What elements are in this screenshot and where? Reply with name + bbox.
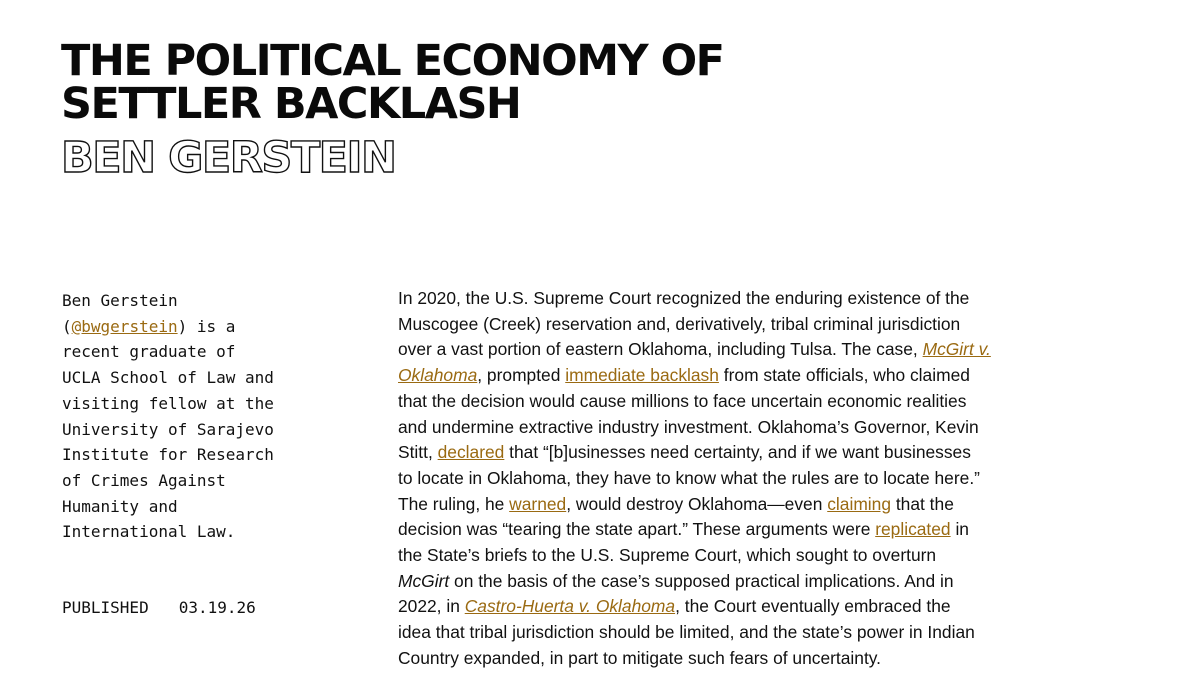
body-line: idea that tribal jurisdiction should be limited, and the state’s power in Indian [398, 622, 975, 643]
title-line-1: THE POLITICAL ECONOMY OF [61, 36, 724, 86]
body-text: , prompted [477, 365, 566, 386]
body-line: the State’s briefs to the U.S. Supreme Court, which sought to overturn [398, 545, 937, 566]
article-title [61, 36, 821, 129]
bio-text: ) is a [177, 316, 236, 336]
published-label: PUBLISHED [62, 598, 149, 617]
claiming-link[interactable]: claiming [827, 493, 892, 514]
bio-line [62, 314, 362, 340]
body-text: over a vast portion of eastern Oklahoma, including Tulsa. The case, [398, 339, 923, 360]
body-line: In 2020, the U.S. Supreme Court recognized the enduring existence of the [398, 288, 970, 308]
body-line [398, 517, 1008, 543]
bio-line: of Crimes Against [62, 470, 226, 490]
body-text: that the [891, 493, 954, 514]
author-bio [62, 288, 362, 545]
declared-link[interactable]: declared [437, 442, 505, 463]
body-line [398, 492, 1008, 518]
mcgirt-link-continued[interactable]: Oklahoma [398, 365, 478, 386]
body-line: Country expanded, in part to mitigate such fears of uncertainty. [398, 647, 882, 668]
bio-line: visiting fellow at the [62, 393, 274, 413]
bio-line: University of Sarajevo [62, 419, 274, 439]
author-name: BEN GERSTEIN [61, 133, 396, 183]
published-date: 03.19.26 [178, 598, 256, 617]
body-line [398, 337, 1008, 363]
body-line [398, 594, 1008, 620]
body-text: that “[b]usinesses need certainty, and if we want businesses [504, 442, 971, 463]
bio-line: recent graduate of [62, 342, 236, 362]
bio-paren-open: ( [62, 316, 72, 336]
bio-line: International Law. [62, 522, 236, 542]
body-text: 2022, in [398, 596, 465, 617]
body-text: , would destroy Oklahoma—even [566, 493, 828, 514]
body-text: Stitt, [398, 442, 438, 463]
article-body [398, 286, 1008, 672]
warned-link[interactable]: warned [509, 493, 567, 514]
published-info [62, 596, 256, 620]
bio-line: Ben Gerstein [62, 291, 178, 310]
twitter-handle-link[interactable]: @bwgerstein [71, 316, 178, 336]
body-text: from state officials, who claimed [718, 365, 970, 386]
body-line: and undermine extractive industry investment. Oklahoma’s Governor, Kevin [398, 416, 979, 437]
replicated-link[interactable]: replicated [875, 519, 951, 540]
body-text: decision was “tearing the state apart.” These arguments were [398, 519, 876, 540]
body-line [398, 569, 1008, 595]
castro-huerta-link[interactable]: Castro-Huerta v. Oklahoma [464, 596, 676, 617]
body-text: in [950, 519, 969, 540]
body-line: to locate in Oklahoma, they have to know what the rules are to locate here.” [398, 467, 980, 488]
title-line-2: SETTLER BACKLASH [61, 79, 521, 129]
mcgirt-link[interactable]: McGirt v. [922, 339, 991, 360]
body-line: Muscogee (Creek) reservation and, derivatively, tribal criminal jurisdiction [398, 313, 961, 334]
body-text: , the Court eventually embraced the [675, 596, 951, 617]
body-line [398, 440, 1008, 466]
bio-line: Institute for Research [62, 445, 274, 465]
mcgirt-italic: McGirt [398, 570, 450, 591]
body-line [398, 363, 1008, 389]
body-text: The ruling, he [398, 493, 510, 514]
immediate-backlash-link[interactable]: immediate backlash [565, 365, 719, 386]
bio-line: Humanity and [62, 496, 178, 516]
body-text: on the basis of the case’s supposed practical implications. And in [449, 570, 954, 591]
body-line: that the decision would cause millions to face uncertain economic realities [398, 390, 967, 411]
bio-line: UCLA School of Law and [62, 368, 274, 388]
